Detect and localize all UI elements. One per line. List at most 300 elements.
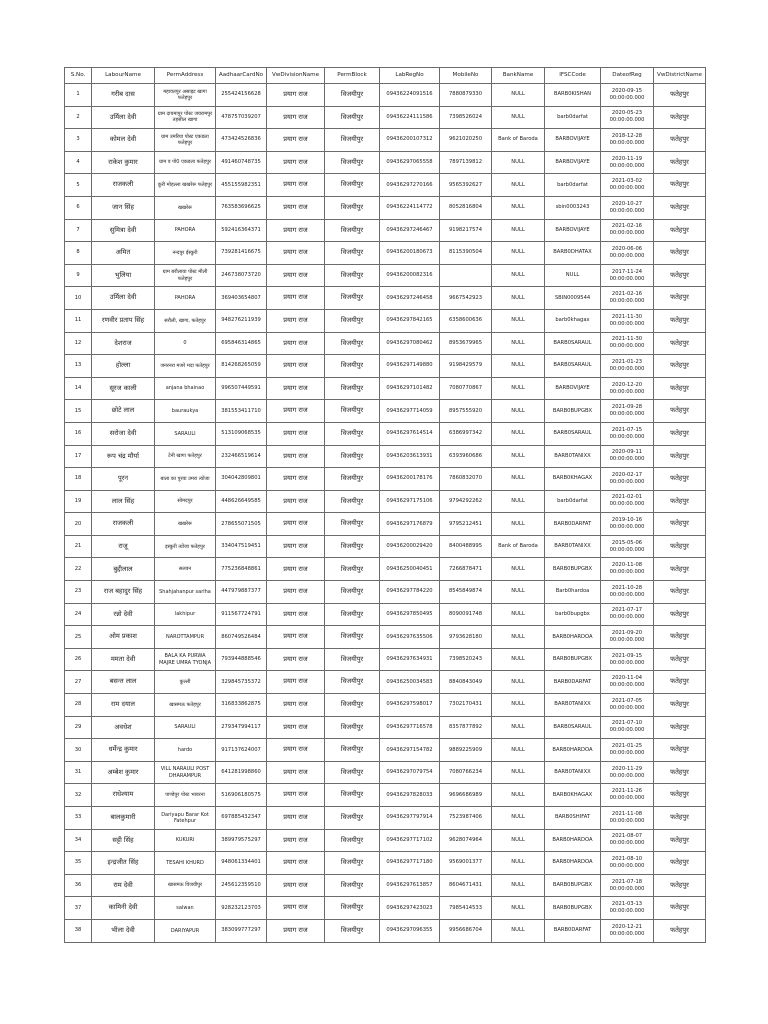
cell-aadhaar-card-no: 516906180575: [216, 784, 267, 807]
header-aadhaar-card-no: AadhaarCardNo: [216, 68, 267, 84]
cell-division-name: प्रयाग राज: [267, 897, 325, 920]
cell-sno: 9: [65, 264, 92, 287]
cell-perm-address: कुल्ली: [155, 671, 216, 694]
cell-district-name: फतेहपुर: [654, 355, 706, 378]
header-district-name: VwDistrictName: [654, 68, 706, 84]
cell-aadhaar-card-no: 316833862875: [216, 694, 267, 717]
cell-perm-block: विजयीपुर: [325, 852, 380, 875]
cell-labour-name: बसन्त लाल: [92, 671, 155, 694]
cell-ifsc-code: BARB0DARFAT: [545, 513, 601, 536]
cell-division-name: प्रयाग राज: [267, 716, 325, 739]
cell-lab-reg-no: 09436297828033: [380, 784, 440, 807]
cell-perm-block: विजयीपुर: [325, 309, 380, 332]
cell-district-name: फतेहपुर: [654, 332, 706, 355]
cell-district-name: फतेहपुर: [654, 309, 706, 332]
cell-division-name: प्रयाग राज: [267, 784, 325, 807]
cell-perm-block: विजयीपुर: [325, 716, 380, 739]
cell-perm-block: विजयीपुर: [325, 513, 380, 536]
cell-date-of-reg: 2021-09-28 00:00:00.000: [601, 400, 654, 423]
cell-date-of-reg: 2021-07-17 00:00:00.000: [601, 603, 654, 626]
cell-district-name: फतेहपुर: [654, 852, 706, 875]
cell-date-of-reg: 2021-03-02 00:00:00.000: [601, 174, 654, 197]
cell-ifsc-code: BARB0HARDOA: [545, 626, 601, 649]
cell-labour-name: ममता देवी: [92, 648, 155, 671]
cell-district-name: फतेहपुर: [654, 400, 706, 423]
cell-sno: 6: [65, 196, 92, 219]
cell-date-of-reg: 2020-11-08 00:00:00.000: [601, 558, 654, 581]
cell-perm-address: bauraukya: [155, 400, 216, 423]
cell-ifsc-code: SBIN0009544: [545, 287, 601, 310]
cell-sno: 25: [65, 626, 92, 649]
header-labour-name: LabourName: [92, 68, 155, 84]
cell-ifsc-code: barb0khagax: [545, 309, 601, 332]
cell-date-of-reg: 2015-05-06 00:00:00.000: [601, 535, 654, 558]
table-row: [65, 174, 706, 197]
cell-perm-block: विजयीपुर: [325, 671, 380, 694]
cell-sno: 1: [65, 84, 92, 107]
cell-perm-address: NAROTTAMPUR: [155, 626, 216, 649]
cell-district-name: फतेहपुर: [654, 196, 706, 219]
cell-division-name: प्रयाग राज: [267, 513, 325, 536]
cell-date-of-reg: 2021-07-15 00:00:00.000: [601, 422, 654, 445]
cell-bank-name: NULL: [492, 694, 545, 717]
cell-perm-address: DARIYAPUR: [155, 919, 216, 942]
table-row: [65, 422, 706, 445]
cell-ifsc-code: BARB0HARDOA: [545, 739, 601, 762]
table-row: [65, 874, 706, 897]
cell-date-of-reg: 2020-09-15 00:00:00.000: [601, 84, 654, 107]
cell-sno: 31: [65, 761, 92, 784]
cell-perm-address: 0: [155, 332, 216, 355]
cell-district-name: फतेहपुर: [654, 468, 706, 491]
table-row: [65, 603, 706, 626]
cell-lab-reg-no: 09436297423023: [380, 897, 440, 920]
cell-ifsc-code: BARB0DARFAT: [545, 919, 601, 942]
cell-bank-name: NULL: [492, 761, 545, 784]
cell-ifsc-code: BARB0TANIXX: [545, 694, 601, 717]
cell-lab-reg-no: 09436224111586: [380, 106, 440, 129]
cell-district-name: फतेहपुर: [654, 377, 706, 400]
cell-labour-name: राम देवी: [92, 874, 155, 897]
cell-mobile-no: 9794292262: [440, 490, 492, 513]
cell-sno: 10: [65, 287, 92, 310]
cell-ifsc-code: BARBOVIJAYE: [545, 377, 601, 400]
cell-bank-name: NULL: [492, 377, 545, 400]
cell-bank-name: NULL: [492, 581, 545, 604]
cell-sno: 32: [65, 784, 92, 807]
table-row: [65, 897, 706, 920]
cell-lab-reg-no: 09436297079754: [380, 761, 440, 784]
cell-date-of-reg: 2021-01-23 00:00:00.000: [601, 355, 654, 378]
cell-division-name: प्रयाग राज: [267, 84, 325, 107]
cell-district-name: फतेहपुर: [654, 106, 706, 129]
cell-bank-name: NULL: [492, 445, 545, 468]
cell-labour-name: धर्मेन्द्र कुमार: [92, 739, 155, 762]
cell-bank-name: NULL: [492, 739, 545, 762]
cell-perm-block: विजयीपुर: [325, 784, 380, 807]
cell-ifsc-code: BARBOVIJAYE: [545, 151, 601, 174]
cell-lab-reg-no: 09436297246467: [380, 219, 440, 242]
cell-ifsc-code: BARB0SHIFAT: [545, 807, 601, 830]
cell-perm-block: विजयीपुर: [325, 761, 380, 784]
cell-perm-address: टेनी खागा फतेहपुर: [155, 445, 216, 468]
cell-division-name: प्रयाग राज: [267, 648, 325, 671]
cell-ifsc-code: BARB0KHAGAX: [545, 468, 601, 491]
cell-division-name: प्रयाग राज: [267, 603, 325, 626]
cell-aadhaar-card-no: 232466519614: [216, 445, 267, 468]
cell-aadhaar-card-no: 383099777297: [216, 919, 267, 942]
cell-bank-name: NULL: [492, 400, 545, 423]
header-perm-block: PermBlock: [325, 68, 380, 84]
cell-mobile-no: 8545849874: [440, 581, 492, 604]
cell-district-name: फतेहपुर: [654, 264, 706, 287]
cell-perm-block: विजयीपुर: [325, 468, 380, 491]
cell-bank-name: NULL: [492, 513, 545, 536]
table-row: [65, 377, 706, 400]
cell-labour-name: राजू: [92, 535, 155, 558]
header-mobile-no: MobileNo: [440, 68, 492, 84]
cell-date-of-reg: 2021-08-07 00:00:00.000: [601, 829, 654, 852]
cell-perm-address: खासमऊ विजयीपुर: [155, 874, 216, 897]
cell-perm-block: विजयीपुर: [325, 558, 380, 581]
cell-labour-name: बुद्दीलाल: [92, 558, 155, 581]
cell-date-of-reg: 2020-05-23 00:00:00.000: [601, 106, 654, 129]
table-row: [65, 400, 706, 423]
cell-lab-reg-no: 09436297634931: [380, 648, 440, 671]
cell-sno: 38: [65, 919, 92, 942]
cell-perm-address: Dariyapu Barar Kot Fatehpur: [155, 807, 216, 830]
cell-division-name: प्रयाग राज: [267, 445, 325, 468]
header-row: [65, 68, 706, 84]
cell-perm-address: खखरेरू: [155, 196, 216, 219]
cell-bank-name: NULL: [492, 897, 545, 920]
cell-bank-name: NULL: [492, 287, 545, 310]
cell-aadhaar-card-no: 739281416675: [216, 242, 267, 265]
table-row: [65, 852, 706, 875]
cell-district-name: फतेहपुर: [654, 219, 706, 242]
cell-aadhaar-card-no: 447979887377: [216, 581, 267, 604]
cell-mobile-no: 7398526024: [440, 106, 492, 129]
cell-aadhaar-card-no: 448626649585: [216, 490, 267, 513]
cell-perm-address: पाण्डेपुर पोस्ट भावरना: [155, 784, 216, 807]
cell-lab-reg-no: 09436297717180: [380, 852, 440, 875]
cell-lab-reg-no: 09436297842165: [380, 309, 440, 332]
table-row: [65, 716, 706, 739]
table-row: [65, 196, 706, 219]
cell-perm-block: विजयीपुर: [325, 400, 380, 423]
cell-perm-block: विजयीपुर: [325, 174, 380, 197]
cell-ifsc-code: BARB0SARAUL: [545, 355, 601, 378]
cell-district-name: फतेहपुर: [654, 174, 706, 197]
table-row: [65, 829, 706, 852]
table-row: [65, 151, 706, 174]
cell-mobile-no: 8052816804: [440, 196, 492, 219]
cell-labour-name: देशराज: [92, 332, 155, 355]
cell-lab-reg-no: 09436297270166: [380, 174, 440, 197]
cell-lab-reg-no: 09436297598017: [380, 694, 440, 717]
cell-date-of-reg: 2021-08-10 00:00:00.000: [601, 852, 654, 875]
cell-aadhaar-card-no: 917137624007: [216, 739, 267, 762]
cell-perm-block: विजयीपुर: [325, 535, 380, 558]
cell-bank-name: NULL: [492, 558, 545, 581]
cell-district-name: फतेहपुर: [654, 694, 706, 717]
cell-date-of-reg: 2019-10-16 00:00:00.000: [601, 513, 654, 536]
cell-date-of-reg: 2021-02-01 00:00:00.000: [601, 490, 654, 513]
cell-mobile-no: 9793628180: [440, 626, 492, 649]
cell-labour-name: रूप चंद्र मौर्या: [92, 445, 155, 468]
cell-district-name: फतेहपुर: [654, 603, 706, 626]
cell-lab-reg-no: 09436200178176: [380, 468, 440, 491]
cell-division-name: प्रयाग राज: [267, 626, 325, 649]
cell-district-name: फतेहपुर: [654, 716, 706, 739]
cell-perm-address: lakhipur: [155, 603, 216, 626]
cell-labour-name: होल्ला: [92, 355, 155, 378]
cell-mobile-no: 7266878471: [440, 558, 492, 581]
table-row: [65, 332, 706, 355]
cell-division-name: प्रयाग राज: [267, 468, 325, 491]
cell-perm-address: बाला का पुरवा उमरा त्योंजा: [155, 468, 216, 491]
table-row: [65, 626, 706, 649]
cell-perm-address: सरौली, खागा, फतेहपुर: [155, 309, 216, 332]
cell-perm-address: PAHORA: [155, 287, 216, 310]
cell-labour-name: छोटे लाल: [92, 400, 155, 423]
cell-mobile-no: 9621020250: [440, 129, 492, 152]
cell-aadhaar-card-no: 334047519451: [216, 535, 267, 558]
cell-lab-reg-no: 09436297149880: [380, 355, 440, 378]
cell-perm-address: ग्राम दायमापुर पोस्ट जयरामपुर तहसील खागा: [155, 106, 216, 129]
cell-sno: 36: [65, 874, 92, 897]
cell-sno: 33: [65, 807, 92, 830]
cell-perm-address: PAHORA: [155, 219, 216, 242]
cell-perm-block: विजयीपुर: [325, 129, 380, 152]
cell-labour-name: ओम प्रकाश: [92, 626, 155, 649]
cell-sno: 3: [65, 129, 92, 152]
cell-bank-name: NULL: [492, 626, 545, 649]
cell-sno: 15: [65, 400, 92, 423]
cell-ifsc-code: BARB0DARFAT: [545, 671, 601, 694]
cell-ifsc-code: BARBOVIJAYE: [545, 219, 601, 242]
cell-lab-reg-no: 09436297246458: [380, 287, 440, 310]
cell-mobile-no: 9667542923: [440, 287, 492, 310]
cell-mobile-no: 7302170431: [440, 694, 492, 717]
cell-ifsc-code: BARBOVIJAYE: [545, 129, 601, 152]
header-date-of-reg: DateofReg: [601, 68, 654, 84]
cell-mobile-no: 9795212451: [440, 513, 492, 536]
cell-bank-name: NULL: [492, 919, 545, 942]
cell-bank-name: NULL: [492, 84, 545, 107]
cell-perm-address: ग्राम बरौलाया पोस्ट मौली फतेहपुर: [155, 264, 216, 287]
cell-lab-reg-no: 09436297784220: [380, 581, 440, 604]
cell-division-name: प्रयाग राज: [267, 807, 325, 830]
cell-sno: 21: [65, 535, 92, 558]
cell-perm-address: इस्कुरी त्योंजा फतेहपुर: [155, 535, 216, 558]
cell-labour-name: सुमित्रा देवी: [92, 219, 155, 242]
cell-mobile-no: 6358600636: [440, 309, 492, 332]
cell-lab-reg-no: 09436224114772: [380, 196, 440, 219]
cell-aadhaar-card-no: 304042809801: [216, 468, 267, 491]
cell-aadhaar-card-no: 455155982351: [216, 174, 267, 197]
cell-perm-block: विजयीपुर: [325, 739, 380, 762]
header-bank-name: BankName: [492, 68, 545, 84]
cell-perm-block: विजयीपुर: [325, 694, 380, 717]
cell-sno: 13: [65, 355, 92, 378]
cell-division-name: प्रयाग राज: [267, 919, 325, 942]
cell-sno: 30: [65, 739, 92, 762]
cell-bank-name: NULL: [492, 174, 545, 197]
cell-mobile-no: 7080770867: [440, 377, 492, 400]
table-row: [65, 581, 706, 604]
cell-bank-name: Bank of Baroda: [492, 129, 545, 152]
cell-lab-reg-no: 09436250034583: [380, 671, 440, 694]
cell-lab-reg-no: 09436297797914: [380, 807, 440, 830]
cell-aadhaar-card-no: 278655071505: [216, 513, 267, 536]
cell-lab-reg-no: 09436297080462: [380, 332, 440, 355]
cell-date-of-reg: 2021-09-20 00:00:00.000: [601, 626, 654, 649]
cell-perm-address: BALA KA PURWA MAJRE UMRA TYONJA: [155, 648, 216, 671]
cell-division-name: प्रयाग राज: [267, 581, 325, 604]
cell-lab-reg-no: 09436297176879: [380, 513, 440, 536]
cell-date-of-reg: 2021-02-16 00:00:00.000: [601, 219, 654, 242]
cell-division-name: प्रयाग राज: [267, 761, 325, 784]
cell-division-name: प्रयाग राज: [267, 174, 325, 197]
cell-date-of-reg: 2020-12-21 00:00:00.000: [601, 919, 654, 942]
cell-perm-block: विजयीपुर: [325, 829, 380, 852]
cell-bank-name: NULL: [492, 807, 545, 830]
cell-aadhaar-card-no: 948061334401: [216, 852, 267, 875]
cell-perm-block: विजयीपुर: [325, 897, 380, 920]
cell-sno: 8: [65, 242, 92, 265]
cell-aadhaar-card-no: 793944888546: [216, 648, 267, 671]
cell-district-name: फतेहपुर: [654, 784, 706, 807]
cell-lab-reg-no: 09436297716578: [380, 716, 440, 739]
cell-district-name: फतेहपुर: [654, 287, 706, 310]
cell-perm-address: TESAHI KHURD: [155, 852, 216, 875]
cell-division-name: प्रयाग राज: [267, 422, 325, 445]
cell-perm-block: विजयीपुर: [325, 219, 380, 242]
cell-ifsc-code: NULL: [545, 264, 601, 287]
cell-mobile-no: 8840843049: [440, 671, 492, 694]
cell-district-name: फतेहपुर: [654, 581, 706, 604]
table-row: [65, 739, 706, 762]
cell-aadhaar-card-no: 246738073720: [216, 264, 267, 287]
cell-division-name: प्रयाग राज: [267, 852, 325, 875]
cell-lab-reg-no: 09436297635506: [380, 626, 440, 649]
cell-lab-reg-no: 09436200029420: [380, 535, 440, 558]
cell-lab-reg-no: 09436200107312: [380, 129, 440, 152]
cell-division-name: प्रयाग राज: [267, 219, 325, 242]
table-row: [65, 106, 706, 129]
cell-bank-name: NULL: [492, 603, 545, 626]
cell-date-of-reg: 2021-07-18 00:00:00.000: [601, 874, 654, 897]
cell-district-name: फतेहपुर: [654, 671, 706, 694]
cell-aadhaar-card-no: 245612359510: [216, 874, 267, 897]
cell-labour-name: अम्बेश कुमार: [92, 761, 155, 784]
cell-bank-name: NULL: [492, 490, 545, 513]
cell-aadhaar-card-no: 911567724791: [216, 603, 267, 626]
cell-district-name: फतेहपुर: [654, 919, 706, 942]
cell-sno: 14: [65, 377, 92, 400]
cell-district-name: फतेहपुर: [654, 422, 706, 445]
cell-perm-block: विजयीपुर: [325, 196, 380, 219]
cell-aadhaar-card-no: 775236848861: [216, 558, 267, 581]
cell-sno: 17: [65, 445, 92, 468]
cell-perm-block: विजयीपुर: [325, 377, 380, 400]
cell-division-name: प्रयाग राज: [267, 739, 325, 762]
cell-perm-address: खासमऊ फतेहपुर: [155, 694, 216, 717]
cell-division-name: प्रयाग राज: [267, 694, 325, 717]
cell-bank-name: Bank of Baroda: [492, 535, 545, 558]
cell-mobile-no: 9565392627: [440, 174, 492, 197]
cell-perm-block: विजयीपुर: [325, 422, 380, 445]
cell-aadhaar-card-no: 860749526484: [216, 626, 267, 649]
cell-division-name: प्रयाग राज: [267, 874, 325, 897]
cell-sno: 16: [65, 422, 92, 445]
cell-bank-name: NULL: [492, 355, 545, 378]
cell-division-name: प्रयाग राज: [267, 242, 325, 265]
cell-perm-block: विजयीपुर: [325, 603, 380, 626]
cell-labour-name: अमित: [92, 242, 155, 265]
cell-labour-name: उर्मिला देवी: [92, 287, 155, 310]
cell-division-name: प्रयाग राज: [267, 309, 325, 332]
cell-date-of-reg: 2021-03-13 00:00:00.000: [601, 897, 654, 920]
cell-perm-address: खखरेरू: [155, 513, 216, 536]
cell-date-of-reg: 2020-11-19 00:00:00.000: [601, 151, 654, 174]
cell-labour-name: कोमल देवी: [92, 129, 155, 152]
cell-ifsc-code: barb0darfat: [545, 106, 601, 129]
cell-mobile-no: 8957555920: [440, 400, 492, 423]
cell-aadhaar-card-no: 928232123703: [216, 897, 267, 920]
cell-division-name: प्रयाग राज: [267, 490, 325, 513]
cell-sno: 26: [65, 648, 92, 671]
cell-labour-name: जान सिंह: [92, 196, 155, 219]
cell-lab-reg-no: 09436203613931: [380, 445, 440, 468]
cell-ifsc-code: BARB0DHATAX: [545, 242, 601, 265]
table-row: [65, 219, 706, 242]
table-row: [65, 513, 706, 536]
cell-bank-name: NULL: [492, 242, 545, 265]
cell-perm-block: विजयीपुर: [325, 807, 380, 830]
table-row: [65, 784, 706, 807]
header-lab-reg-no: LabRegNo: [380, 68, 440, 84]
cell-division-name: प्रयाग राज: [267, 400, 325, 423]
cell-division-name: प्रयाग राज: [267, 129, 325, 152]
cell-mobile-no: 9198217574: [440, 219, 492, 242]
cell-aadhaar-card-no: 381553411710: [216, 400, 267, 423]
cell-labour-name: कामिनी देवी: [92, 897, 155, 920]
cell-date-of-reg: 2021-11-26 00:00:00.000: [601, 784, 654, 807]
table-row: [65, 287, 706, 310]
cell-mobile-no: 8115390504: [440, 242, 492, 265]
cell-mobile-no: 7985414533: [440, 897, 492, 920]
cell-perm-address: सलवन: [155, 558, 216, 581]
cell-mobile-no: 6386997342: [440, 422, 492, 445]
cell-mobile-no: 8953679965: [440, 332, 492, 355]
cell-ifsc-code: BARB0BUPGBX: [545, 558, 601, 581]
cell-date-of-reg: 2020-11-04 00:00:00.000: [601, 671, 654, 694]
labour-registry-sheet: [64, 67, 706, 943]
cell-sno: 22: [65, 558, 92, 581]
cell-ifsc-code: BARB0SARAUL: [545, 332, 601, 355]
cell-date-of-reg: 2018-12-28 00:00:00.000: [601, 129, 654, 152]
cell-perm-block: विजयीपुर: [325, 626, 380, 649]
cell-district-name: फतेहपुर: [654, 626, 706, 649]
cell-mobile-no: 9628074964: [440, 829, 492, 852]
cell-aadhaar-card-no: 279347994117: [216, 716, 267, 739]
cell-sno: 7: [65, 219, 92, 242]
cell-date-of-reg: 2017-11-24 00:00:00.000: [601, 264, 654, 287]
cell-ifsc-code: BARB0HARDOA: [545, 852, 601, 875]
cell-sno: 2: [65, 106, 92, 129]
